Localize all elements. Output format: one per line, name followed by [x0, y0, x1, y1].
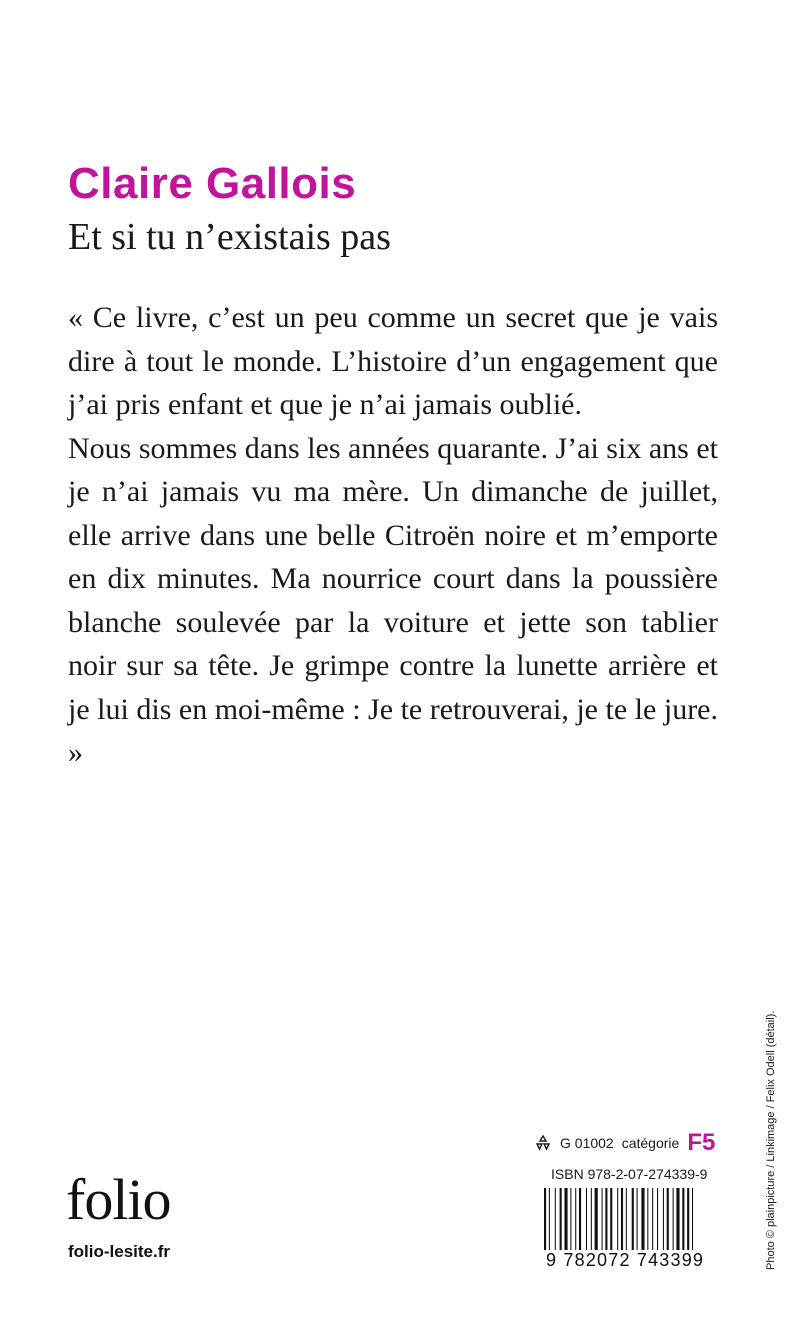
barcode-bar: [560, 1188, 562, 1256]
barcode: [540, 1188, 722, 1268]
barcode-bar: [579, 1188, 581, 1256]
barcode-bar: [652, 1188, 653, 1256]
barcode-bar: [595, 1188, 598, 1256]
barcode-bar: [632, 1188, 634, 1256]
barcode-digits: 9 782072 743399: [540, 1250, 722, 1270]
barcode-bar: [605, 1188, 607, 1256]
category-line: [534, 1128, 715, 1158]
category-code: F5: [687, 1129, 716, 1156]
barcode-bar: [549, 1188, 550, 1256]
barcode-bar: [676, 1188, 679, 1256]
barcode-bar: [564, 1188, 567, 1256]
barcode-bar: [544, 1188, 546, 1256]
blurb-paragraph: « Ce livre, c’est un peu comme un secret que je vais dire à tout le monde. L’histoire d’un engagement que j’ai pris enfant et que je n’ai jamais oublié.: [68, 301, 718, 421]
barcode-bar: [591, 1188, 592, 1256]
barcode-bar: [637, 1188, 638, 1256]
barcode-bar: [657, 1188, 658, 1256]
category-label: catégorie: [621, 1135, 680, 1151]
barcode-bar: [617, 1188, 618, 1256]
blurb-paragraph: Nous sommes dans les années quarante. J’ai six ans et je n’ai jamais vu ma mère. Un dimanche de juillet, elle arrive dans une belle Citroën noire et m’emporte en dix minutes. Ma nourrice court dans la poussière blanche soulevée par la voiture et jette son tablier noir sur sa tête. Je grimpe contre la lunette arrière et je lui dis en moi-même : Je te retrouverai, je te le jure. »: [68, 431, 718, 769]
barcode-bar: [667, 1188, 669, 1256]
barcode-bar: [663, 1188, 664, 1256]
barcode-bar: [621, 1188, 623, 1256]
barcode-bar: [682, 1188, 684, 1256]
isbn: ISBN 978-2-07-274339-9: [551, 1166, 708, 1182]
barcode-bar: [673, 1188, 674, 1256]
publisher-logo: folio: [66, 1167, 171, 1232]
series-code: G 01002: [560, 1135, 614, 1151]
barcode-bar: [641, 1188, 644, 1256]
barcode-bar: [570, 1188, 571, 1256]
barcode-bars: [540, 1188, 722, 1256]
barcode-bar: [602, 1188, 603, 1256]
photo-credit: Photo © plainpicture / Linkimage / Felix Odell (détail).: [765, 1010, 777, 1270]
barcode-bar: [687, 1188, 689, 1256]
barcode-bar: [647, 1188, 648, 1256]
barcode-bar: [555, 1188, 556, 1256]
book-title: Et si tu n’existais pas: [68, 216, 391, 258]
author-name: Claire Gallois: [68, 159, 357, 208]
back-cover-blurb: [68, 296, 718, 775]
barcode-bar: [610, 1188, 612, 1256]
barcode-bar: [692, 1188, 693, 1256]
barcode-bar: [575, 1188, 576, 1256]
recycle-icon: [534, 1134, 552, 1152]
barcode-bar: [626, 1188, 627, 1256]
publisher-website: folio-lesite.fr: [68, 1242, 171, 1261]
barcode-bar: [586, 1188, 587, 1256]
